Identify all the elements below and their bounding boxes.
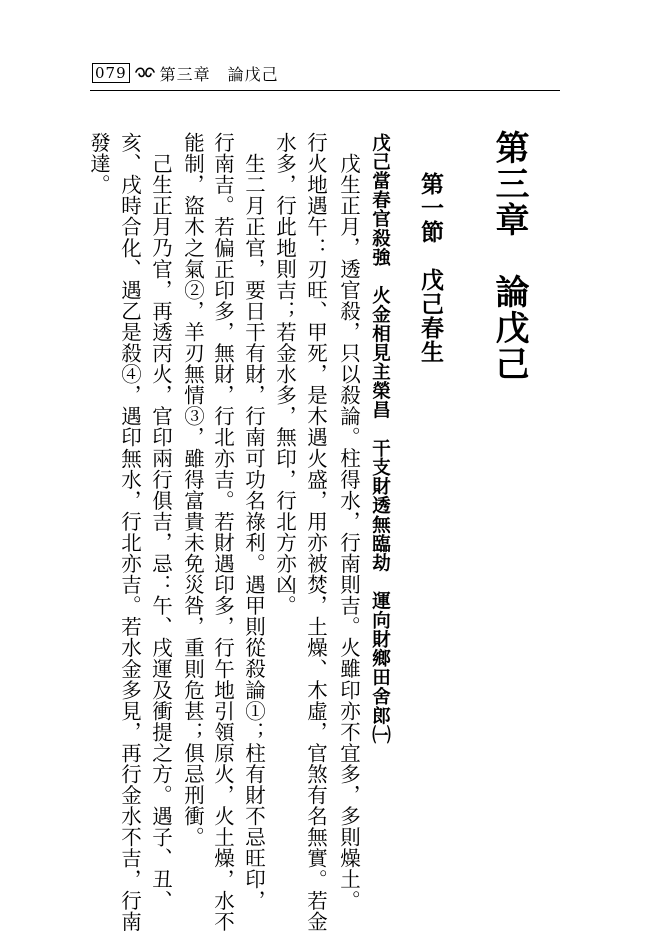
running-header	[92, 60, 279, 86]
swirl-ornament-icon	[134, 66, 156, 80]
body-column-7: 己生正月乃官，再透丙火，官印兩行俱吉，忌：午、戌運及衝提之方。遇子、丑、	[148, 153, 173, 911]
body-column-4: 生二月正官，要日干有財，行南可功名祿利。遇甲則從殺論①；柱有財不忌旺印，	[241, 153, 266, 911]
body-column-5: 行南吉。若偏正印多，無財，行北亦吉。若財遇印多，行午地引領原火，火土燥，水不	[210, 132, 235, 932]
header-rule	[90, 90, 560, 91]
chapter-heading: 第三章 論戊己	[489, 130, 529, 382]
body-column-1: 戊生正月，透官殺，只以殺論。柱得水，行南則吉。火雖印亦不宜多，多則燥土。	[336, 153, 361, 911]
body-column-9: 發達。	[86, 132, 111, 196]
body-column-2: 行火地遇午：刃旺、甲死，是木遇火盛，用亦被焚，土燥、木虛，官煞有名無實。若金	[303, 132, 328, 932]
body-column-3: 水多，行此地則吉；若金水多，無印，行北方亦凶。	[272, 132, 297, 617]
verse-heading: 戊己當春官殺強 火金相見主榮昌 干支財透無臨劫 運向財鄉田舍郎㈠	[369, 133, 391, 745]
body-column-8: 亥、戌時合化、遇乙是殺④，遇印無水，行北亦吉。若水金多見，再行金水不吉，行南	[117, 132, 142, 932]
running-title: 第三章 論戊己	[159, 64, 279, 84]
section-heading: 第一節 戊己春生	[417, 172, 443, 364]
body-column-6: 能制，盜木之氣②，羊刃無情③，雖得富貴未免災咎，重則危甚；俱忌刑衝。	[180, 132, 205, 848]
page-number: 079	[92, 63, 130, 83]
